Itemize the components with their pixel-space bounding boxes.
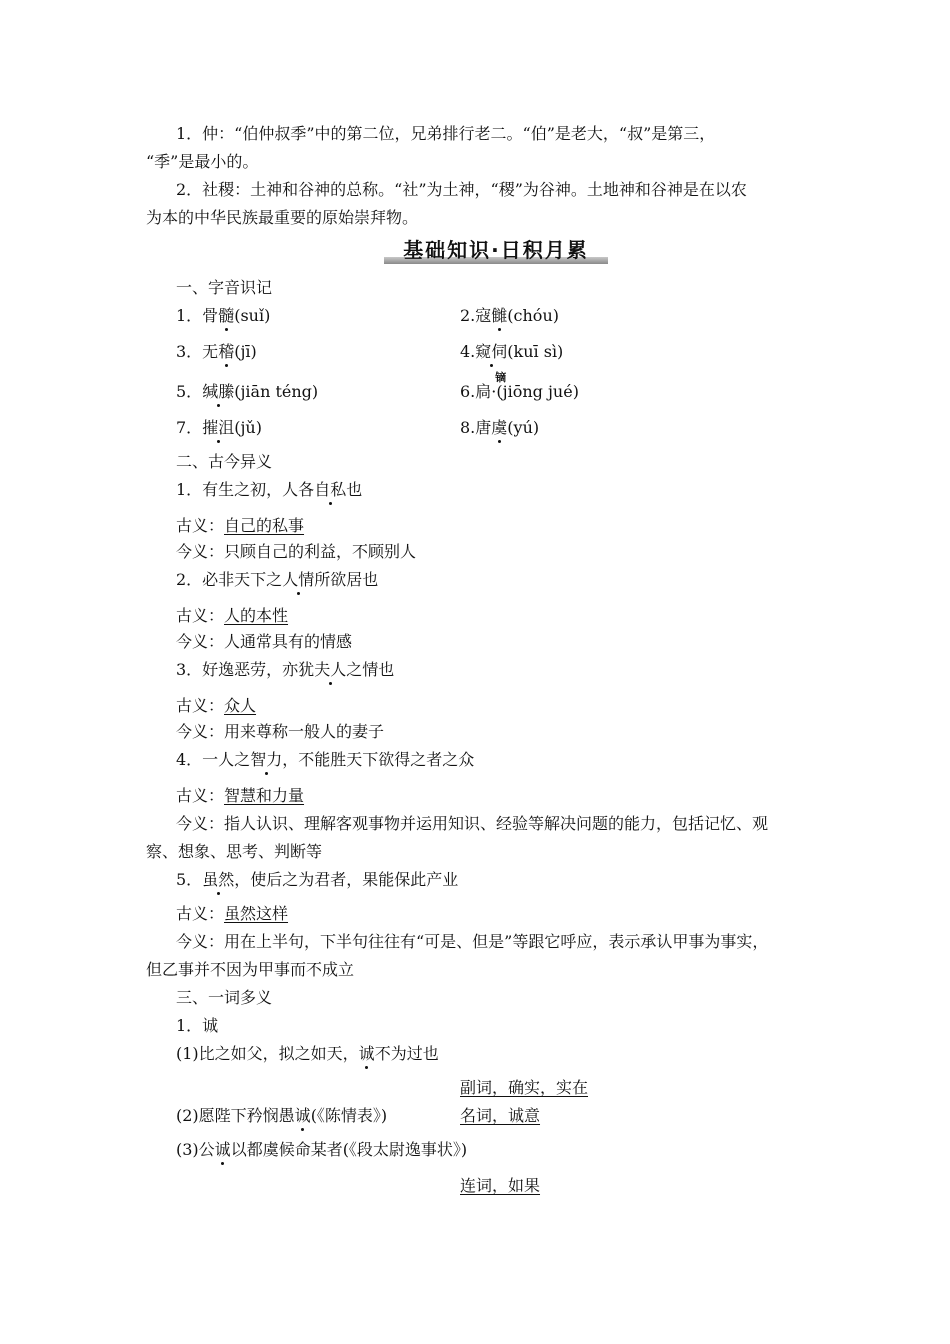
example-sentence-5: 5．虽然，使后之为君者，果能保此产业 (176, 870, 459, 889)
ancient-meaning-2: 古义：人的本性 (176, 606, 289, 625)
modern-meaning-4-line-1: 今义：指人认识、理解客观事物并运用知识、经验等解决问题的能力，包括记忆、观 (176, 814, 769, 833)
ancient-meaning-1: 古义：自己的私事 (176, 516, 305, 535)
modern-meaning-4-line-2: 察、想象、思考、判断等 (146, 842, 323, 861)
modern-meaning-2: 今义：人通常具有的情感 (176, 632, 353, 651)
section-2-title: 二、古今异义 (176, 452, 273, 471)
pron-item-7: 7．摧沮(jǔ) (176, 418, 262, 437)
example-sentence-2: 2．必非天下之人情所欲居也 (176, 570, 379, 589)
polysemy-meaning-2: 名词，诚意 (460, 1106, 541, 1125)
example-sentence-4: 4．一人之智力，不能胜天下欲得之者之众 (176, 750, 475, 769)
modern-meaning-5-line-2: 但乙事并不因为甲事而不成立 (146, 960, 355, 979)
example-sentence-1: 1．有生之初，人各自私也 (176, 480, 363, 499)
section-banner (384, 234, 608, 264)
polysemy-meaning-1: 副词，确实，实在 (460, 1078, 589, 1097)
modern-meaning-5-line-1: 今义：用在上半句，下半句往往有“可是、但是”等跟它呼应，表示承认甲事为事实， (176, 932, 769, 951)
banner-title: 基础知识·日积月累 (403, 238, 589, 262)
modern-meaning-3: 今义：用来尊称一般人的妻子 (176, 722, 385, 741)
note-1-line-2: “季”是最小的。 (146, 152, 259, 171)
pron-item-6: 6.扃 镝 ·(jiōng jué) (460, 371, 579, 401)
polysemy-example-1: (1)比之如父，拟之如天，诚不为过也 (176, 1044, 439, 1063)
pron-item-4: 4.窥伺(kuī sì) (460, 342, 564, 361)
pron-item-2: 2.寇雠(chóu) (460, 306, 559, 325)
modern-meaning-1: 今义：只顾自己的利益，不顾别人 (176, 542, 417, 561)
polysemy-example-3: (3)公诚以都虞候命某者(《段太尉逸事状》) (176, 1140, 468, 1159)
pron-item-5: 5．缄縢(jiān téng) (176, 382, 319, 401)
polysemy-word: 1．诚 (176, 1016, 219, 1035)
section-1-title: 一、字音识记 (176, 278, 273, 297)
pron-item-3: 3．无稽(jī) (176, 342, 257, 361)
ancient-meaning-3: 古义：众人 (176, 696, 257, 715)
section-3-title: 三、一词多义 (176, 988, 273, 1007)
note-1-line-1: 1．仲：“伯仲叔季”中的第二位，兄弟排行老二。“伯”是老大，“叔”是第三， (176, 124, 716, 143)
pron-item-1: 1．骨髓(suǐ) (176, 306, 271, 325)
note-2-line-1: 2．社稷：土神和谷神的总称。“社”为土神，“稷”为谷神。土地神和谷神是在以农 (176, 180, 747, 199)
note-2-line-2: 为本的中华民族最重要的原始崇拜物。 (146, 208, 419, 227)
polysemy-meaning-3: 连词，如果 (460, 1176, 541, 1195)
example-sentence-3: 3．好逸恶劳，亦犹夫人之情也 (176, 660, 395, 679)
ancient-meaning-4: 古义：智慧和力量 (176, 786, 305, 805)
polysemy-example-2: (2)愿陛下矜悯愚诚(《陈情表》) (176, 1106, 388, 1125)
pron-item-8: 8.唐虞(yú) (460, 418, 540, 437)
ancient-meaning-5: 古义：虽然这样 (176, 904, 289, 923)
